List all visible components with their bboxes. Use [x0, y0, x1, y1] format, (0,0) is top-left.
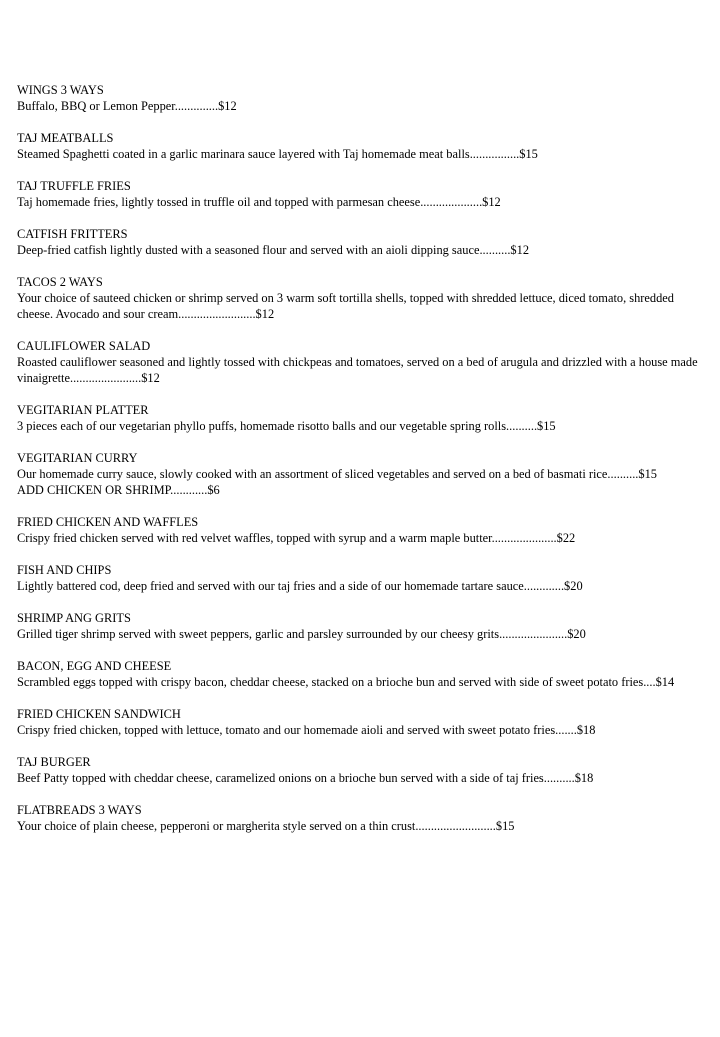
menu-item-name: VEGITARIAN CURRY — [17, 451, 138, 465]
menu-item-fish-chips — [17, 562, 707, 594]
menu-item-description: Steamed Spaghetti coated in a garlic marinara sauce layered with Taj homemade meat balls................$15 — [17, 147, 538, 161]
menu-item-name: TAJ MEATBALLS — [17, 131, 114, 145]
menu-item-catfish-fritters — [17, 226, 707, 258]
menu-item-name: TAJ TRUFFLE FRIES — [17, 179, 131, 193]
menu-item-description: Your choice of sauteed chicken or shrimp served on 3 warm soft tortilla shells, topped with shredded lettuce, diced tomato, shredded cheese. Avocado and sour cream.........................$12 — [17, 291, 678, 321]
menu-item-cauliflower-salad — [17, 338, 707, 386]
menu-item-shrimp-grits — [17, 610, 707, 642]
menu-item-description: 3 pieces each of our vegetarian phyllo puffs, homemade risotto balls and our vegetable spring rolls..........$15 — [17, 419, 556, 433]
menu-item-vegitarian-platter — [17, 402, 707, 434]
menu-item-description: Scrambled eggs topped with crispy bacon, cheddar cheese, stacked on a brioche bun and served with side of sweet potato fries....$14 — [17, 675, 675, 689]
menu-item-name: FRIED CHICKEN SANDWICH — [17, 707, 181, 721]
menu-item-meatballs — [17, 130, 707, 162]
menu-item-description: Taj homemade fries, lightly tossed in truffle oil and topped with parmesan cheese....................$12 — [17, 195, 501, 209]
menu-item-chicken-sandwich — [17, 706, 707, 738]
menu-item-chicken-waffles — [17, 514, 707, 546]
menu-item-truffle-fries — [17, 178, 707, 210]
menu-item-name: TAJ BURGER — [17, 755, 91, 769]
menu-item-name: BACON, EGG AND CHEESE — [17, 659, 172, 673]
menu-item-flatbreads — [17, 802, 707, 834]
menu-item-name: CAULIFLOWER SALAD — [17, 339, 151, 353]
menu-item-description: Crispy fried chicken served with red velvet waffles, topped with syrup and a warm maple butter.....................$22 — [17, 531, 576, 545]
menu-item-description: Beef Patty topped with cheddar cheese, caramelized onions on a brioche bun served with a side of taj fries..........$18 — [17, 771, 594, 785]
menu-item-description: Your choice of plain cheese, pepperoni or margherita style served on a thin crust..........................$15 — [17, 819, 515, 833]
menu-item-name: FISH AND CHIPS — [17, 563, 112, 577]
menu-item-name: WINGS 3 WAYS — [17, 83, 104, 97]
menu-item-name: VEGITARIAN PLATTER — [17, 403, 149, 417]
menu-item-name: TACOS 2 WAYS — [17, 275, 103, 289]
menu-item-bacon-egg-cheese — [17, 658, 707, 690]
menu-item-description: Our homemade curry sauce, slowly cooked with an assortment of sliced vegetables and served on a bed of basmati rice..........$15 — [17, 467, 657, 481]
menu-item-taj-burger — [17, 754, 707, 786]
menu-item-name: FRIED CHICKEN AND WAFFLES — [17, 515, 199, 529]
menu-item-description: Deep-fried catfish lightly dusted with a seasoned flour and served with an aioli dipping sauce..........$12 — [17, 243, 530, 257]
menu-item-description: Crispy fried chicken, topped with lettuce, tomato and our homemade aioli and served with sweet potato fries.......$18 — [17, 723, 596, 737]
menu-item-description: Roasted cauliflower seasoned and lightly tossed with chickpeas and tomatoes, served on a bed of arugula and drizzled with a house made vinaigrette.......................$12 — [17, 355, 701, 385]
menu-item-name: CATFISH FRITTERS — [17, 227, 128, 241]
menu-item-name: SHRIMP ANG GRITS — [17, 611, 131, 625]
menu-item-name: FLATBREADS 3 WAYS — [17, 803, 142, 817]
menu-item-description: Grilled tiger shrimp served with sweet peppers, garlic and parsley surrounded by our cheesy grits......................$20 — [17, 627, 586, 641]
menu-item-tacos — [17, 274, 707, 322]
menu-list — [17, 82, 707, 850]
menu-item-vegitarian-curry — [17, 450, 707, 498]
menu-item-description: Lightly battered cod, deep fried and served with our taj fries and a side of our homemade tartare sauce.............$20 — [17, 579, 583, 593]
menu-item-wings — [17, 82, 707, 114]
menu-item-description: Buffalo, BBQ or Lemon Pepper..............$12 — [17, 99, 237, 113]
menu-item-addon: ADD CHICKEN OR SHRIMP............$6 — [17, 483, 220, 497]
